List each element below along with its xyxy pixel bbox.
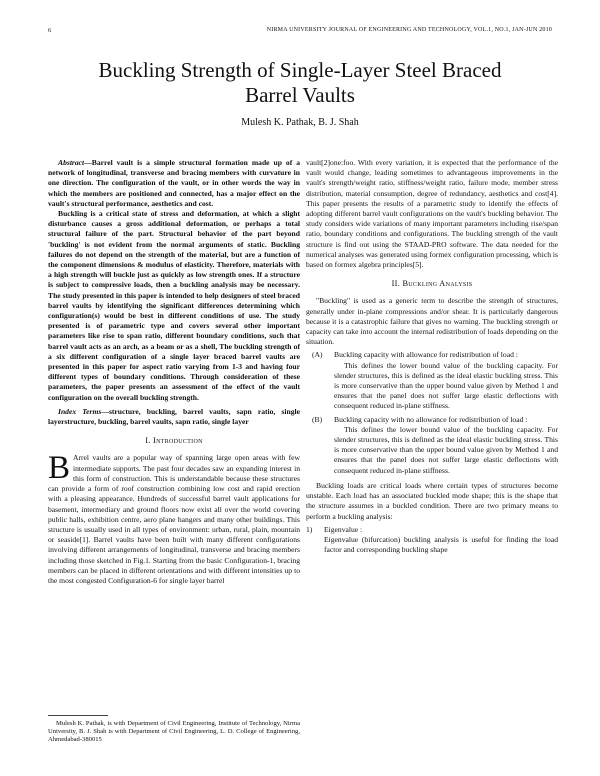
abstract (48, 158, 300, 403)
list-item-b-body: This defines the lower bound value of the buckling capacity. For slender structures, this is defined as the ideal elastic buckling stress. This is more conservative than the upper bound value given by Method 1 and ensures that the panel does not suffer large elastic deflections with consequent reduced in-plane stiffness. (334, 424, 558, 475)
title-line-1: Buckling Strength of Single-Layer Steel Braced (98, 58, 502, 82)
introduction-paragraph (48, 450, 300, 586)
list-item-b (306, 415, 558, 476)
index-terms (48, 407, 300, 427)
index-terms-text: —structure, buckling, barrel vaults, sapn ratio, single layerstructure, buckling, barrel vaults, sapn ratio, single layer (48, 406, 301, 427)
section-heading-introduction (48, 436, 300, 446)
section-1-title: Introduction (153, 436, 203, 446)
right-column (306, 158, 558, 555)
running-header: NIRMA UNIVERSITY JOURNAL OF ENGINEERING AND TECHNOLOGY, VOL.1, NO.1, JAN-JUN 2010 (266, 27, 552, 33)
list-item-a-label: (A) (312, 350, 323, 360)
list-item-b-label: (B) (312, 414, 323, 424)
list-item-a (306, 350, 558, 411)
page-number: 6 (48, 27, 52, 34)
author-list: Mulesh K. Pathak, B. J. Shah (241, 117, 359, 128)
introduction-text: Arrel vaults are a popular way of spanning large open areas with few intermediate supports. The past four decades saw an expanding interest in this form of construction. This is understandable because these structures can provide a form of roof construction combining low cost and rapid erection with a pleasing appearance. Hundreds of successful barrel vault applications for basement, intermediary and ground floors now exist all over the world covering public halls, exhibition centre, aero plane hangers and many other buildings. This structure is usually used in all types of environment: urban, rural, plain, mountain or seaside[1]. Barrel vaults have been built with many different configurations involving different arrangements of longitudinal, transverse and bracing members including those sketched in Fig.1. Starting from the basic Configuration-1, bracing members can be placed in different orientations and with different intensities up to the most congested Configuration-6 for single layer barrel (48, 453, 300, 585)
list-item-a-head: Buckling capacity with allowance for redistribution of load : (334, 350, 518, 360)
abstract-paragraph-1 (48, 158, 300, 209)
author-footnote: Mulesh K. Pathak, is with Department of Civil Engineering, Institute of Technology, Nirma University, B. J. Shah is with Department of Civil Engineering, L. D. College of Engineering, Ahmedabad-380015 (48, 720, 300, 744)
abstract-paragraph-2: Buckling is a critical state of stress and deformation, at which a slight disturbance causes a gross additional deformation, or perhaps a total structural failure of the part. Structural behavior of the part beyond 'buckling' is not evident from the normal arguments of static. Buckling failures do not depend on the strength of the material, but are a function of the component dimensions & modulus of elasticity. Therefore, materials with a high strength will buckle just as quickly as low strength ones. If a structure is subject to compressive loads, then a buckling analysis may be necessary. The study presented in this paper is intended to help designers of steel braced barrel vaults by identifying the significant differences determining which configuration(s) would be best in different conditions of use. The study presented is of parametric type and covers several other important parameters like rise to span ratio, different boundary conditions, such that barrel vault acts as an arch, as a beam or as a shell, The buckling strength of a six different configuration of a single layer braced barrel vaults are presented in this paper for aspect ratio varying from 1-3 and having four different types of boundary conditions. Through consideration of these parameters, the paper presents an assessment of the effect of the vault configuration on the overall buckling strength. (48, 209, 300, 402)
list-item-a-body: This defines the lower bound value of the buckling capacity. For slender structures, this is defined as the ideal elastic buckling stress. This is more conservative than the upper bound value given by Method 1 and ensures that the panel does not suffer large elastic deflections with consequent reduced in-plane stiffness. (334, 360, 558, 411)
enum-item-1-body: Eigenvalue (bifurcation) buckling analysis is useful for finding the load factor and corresponding buckling shape (324, 534, 558, 555)
list-item-b-head: Buckling capacity with no allowance for redistribution of load : (334, 414, 528, 424)
section-heading-buckling-analysis (306, 279, 558, 289)
abstract-text-1: —Barrel vault is a simple structural formation made up of a network of longitudinal, transverse and bracing members with curvature in one direction. The configuration of the vault, or in other words the way in which the members are positioned and connected, has a major effect on the vault's structural performance, aesthetics and cost. (48, 158, 300, 208)
buckling-definition-paragraph: "Buckling" is used as a generic term to describe the strength of structures, generally under in-plane compressions and/or shear. It is particularly dangerous because it is a catastrophic failure that gives no warning. The buckling strength or capacity can take into account the internal redistribution of loads depending on the situation. (306, 296, 558, 347)
footnote-rule (48, 715, 108, 716)
buckling-loads-paragraph: Buckling loads are critical loads where certain types of structures become unstable. Each load has an associated buckled mode shape; this is the shape that the structure assumes in a buckled condition. There are two primary means to perform a buckling analysis: (306, 480, 558, 521)
section-2-numeral: II. (391, 279, 401, 289)
left-column (48, 158, 300, 586)
enum-item-eigenvalue (306, 525, 558, 556)
section-2-title: Buckling Analysis (402, 279, 473, 289)
enum-item-1-head: Eigenvalue : (324, 524, 363, 534)
intro-continued-paragraph: vault[2]one:foo. With every variation, it is expected that the performance of the vault would change, leading sometimes to advantageous improvements in the vault's strength/weight ratio, stiffness/weight ratio, failure mode, member stress distribution, material consumption, degree of redundancy, aesthetics and cost[4]. This paper presents the results of a parametric study to identify the effects of adopting different barrel vault configurations on the vault's buckling behavior. The study considers wide variations of many important parameters including rise/span ratio, boundary conditions and configurations. The buckling strength of the vault structure is find out using the STAAD-PRO software. The data needed for the numerical analyses was generated using formex configuration processing, which is based on formex algebra principles[5]. (306, 158, 558, 270)
enum-item-1-label: 1) (306, 524, 313, 534)
section-1-numeral: I. (145, 436, 151, 446)
title-line-2: Barrel Vaults (245, 83, 355, 107)
paper-title (0, 58, 600, 108)
drop-cap: B (48, 450, 71, 487)
index-terms-label: Index Terms (58, 406, 102, 416)
abstract-label: Abstract (58, 158, 85, 167)
